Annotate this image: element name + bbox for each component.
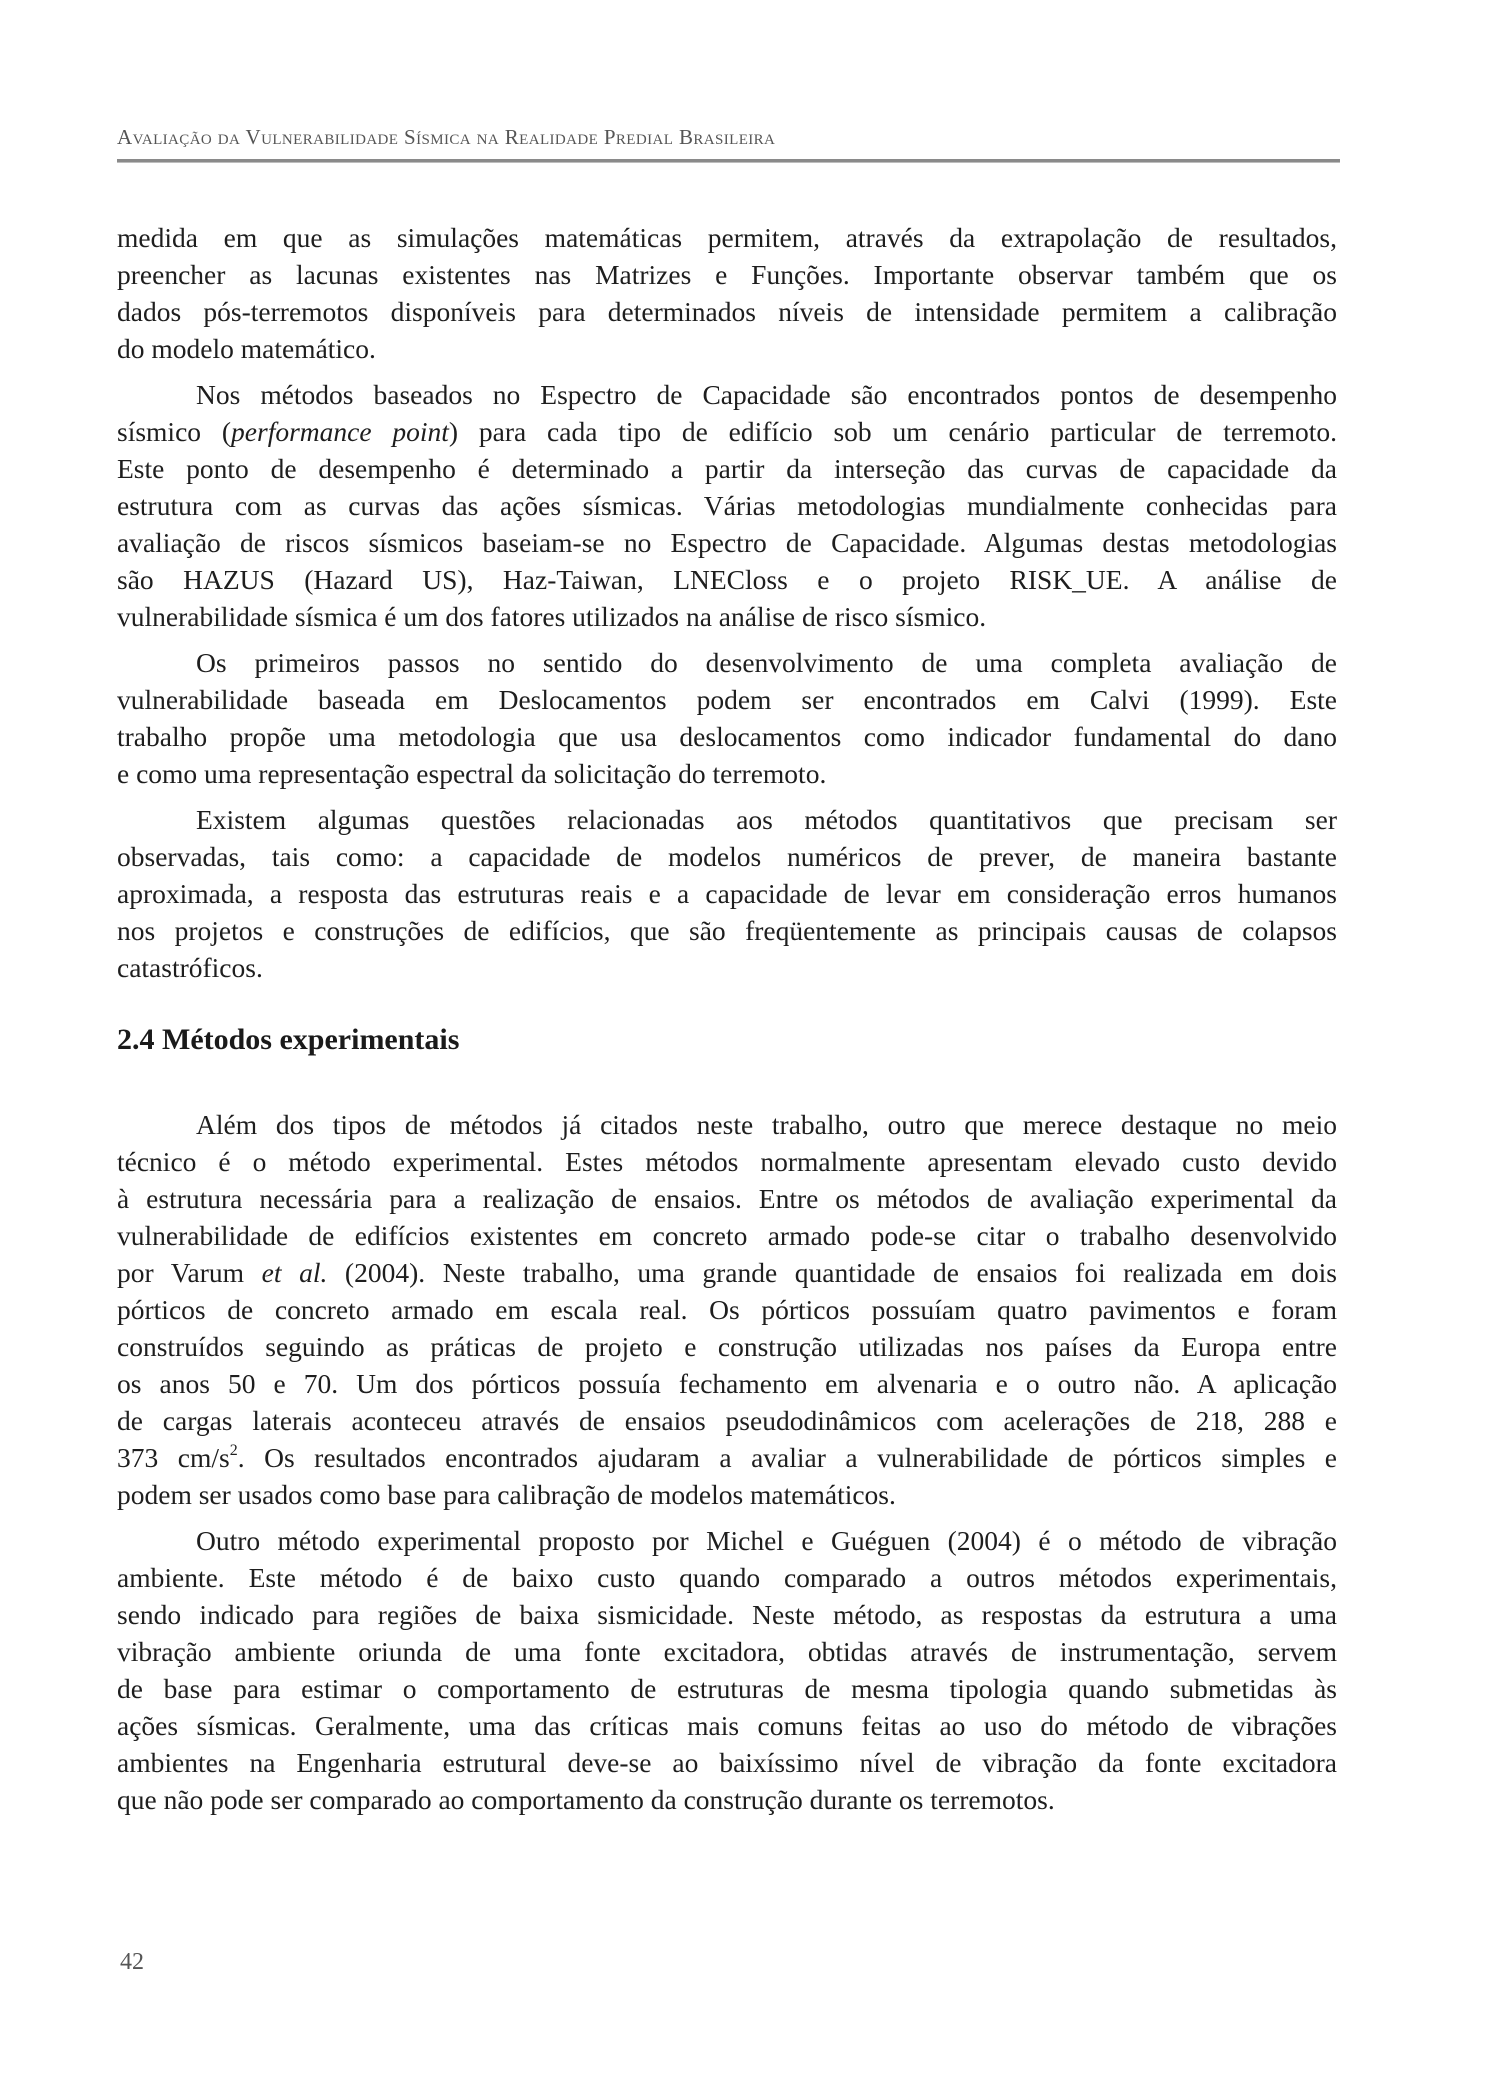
text-line: Existem algumas questões relacionadas aos métodos quantitativos que precisam ser [196,804,1337,835]
text-line: Este ponto de desempenho é determinado a partir da interseção das curvas de capacidade da [117,453,1337,484]
body-text-top [117,219,1337,995]
text-line: vibração ambiente oriunda de uma fonte excitadora, obtidas através de instrumentação, servem [117,1636,1337,1667]
page-number: 42 [120,1949,144,1975]
text-line: Além dos tipos de métodos já citados neste trabalho, outro que merece destaque no meio [196,1109,1337,1140]
text-line: ambiente. Este método é de baixo custo quando comparado a outros métodos experimentais, [117,1562,1337,1593]
text-line: ambientes na Engenharia estrutural deve-se ao baixíssimo nível de vibração da fonte excitadora [117,1747,1337,1778]
text-line: que não pode ser comparado ao comportamento da construção durante os terremotos. [117,1784,1055,1815]
text-run: 373 cm/s [117,1442,230,1473]
text-line: Outro método experimental proposto por Michel e Guéguen (2004) é o método de vibração [196,1525,1337,1556]
text-line: do modelo matemático. [117,333,376,364]
text-line: dados pós-terremotos disponíveis para determinados níveis de intensidade permitem a calibração [117,296,1337,327]
text-line: nos projetos e construções de edifícios, que são freqüentemente as principais causas de colapsos [117,915,1337,946]
italic-term: et al. [261,1257,328,1288]
text-run: por Varum [117,1257,262,1288]
paragraph-4 [117,801,1337,986]
text-line: avaliação de riscos sísmicos baseiam-se no Espectro de Capacidade. Algumas destas metodologias [117,527,1337,558]
text-line: catastróficos. [117,952,263,983]
text-line: e como uma representação espectral da solicitação do terremoto. [117,758,827,789]
page-header [117,124,1340,150]
text-line: Os primeiros passos no sentido do desenvolvimento de uma completa avaliação de [196,647,1337,678]
running-head: Avaliação da Vulnerabilidade Sísmica na Realidade Predial Brasileira [117,125,776,149]
text-line [117,1254,1337,1291]
text-line: podem ser usados como base para calibração de modelos matemáticos. [117,1479,896,1510]
text-line: pórticos de concreto armado em escala real. Os pórticos possuíam quatro pavimentos e foram [117,1294,1337,1325]
text-line: preencher as lacunas existentes nas Matrizes e Funções. Importante observar também que os [117,259,1337,290]
superscript: 2 [229,1442,238,1459]
text-line: aproximada, a resposta das estruturas reais e a capacidade de levar em consideração erros humanos [117,878,1337,909]
text-line: são HAZUS (Hazard US), Haz-Taiwan, LNECloss e o projeto RISK_UE. A análise de [117,564,1337,595]
paragraph-3 [117,644,1337,792]
text-line: vulnerabilidade baseada em Deslocamentos podem ser encontrados em Calvi (1999). Este [117,684,1337,715]
section-heading: 2.4 Métodos experimentais [117,1023,460,1056]
body-text-bottom [117,1106,1337,1827]
text-line: ações sísmicas. Geralmente, uma das críticas mais comuns feitas ao uso do método de vibrações [117,1710,1337,1741]
text-line: observadas, tais como: a capacidade de modelos numéricos de prever, de maneira bastante [117,841,1337,872]
text-run: ) para cada tipo de edifício sob um cenário particular de terremoto. [448,416,1337,447]
text-run: . Os resultados encontrados ajudaram a avaliar a vulnerabilidade de pórticos simples e [237,1442,1337,1473]
text-line: construídos seguindo as práticas de projeto e construção utilizadas nos países da Europa entre [117,1331,1337,1362]
text-line: técnico é o método experimental. Estes métodos normalmente apresentam elevado custo devido [117,1146,1337,1177]
text-line [117,413,1337,450]
text-line: estrutura com as curvas das ações sísmicas. Várias metodologias mundialmente conhecidas para [117,490,1337,521]
text-line: os anos 50 e 70. Um dos pórticos possuía fechamento em alvenaria e o outro não. A aplicação [117,1368,1337,1399]
text-line: trabalho propõe uma metodologia que usa deslocamentos como indicador fundamental do dano [117,721,1337,752]
text-line: de cargas laterais aconteceu através de ensaios pseudodinâmicos com acelerações de 218, 288 e [117,1405,1337,1436]
italic-term: performance point [231,416,449,447]
paragraph-2 [117,376,1337,635]
header-rule [117,159,1340,163]
text-line: vulnerabilidade sísmica é um dos fatores utilizados na análise de risco sísmico. [117,601,987,632]
paragraph-1 [117,219,1337,367]
text-line: Nos métodos baseados no Espectro de Capacidade são encontrados pontos de desempenho [196,379,1337,410]
text-run: sísmico ( [117,416,232,447]
text-run: (2004). Neste trabalho, uma grande quantidade de ensaios foi realizada em dois [327,1257,1337,1288]
text-line: vulnerabilidade de edifícios existentes em concreto armado pode-se citar o trabalho desenvolvido [117,1220,1337,1251]
text-line [117,1439,1337,1476]
text-line: de base para estimar o comportamento de estruturas de mesma tipologia quando submetidas às [117,1673,1337,1704]
text-line: à estrutura necessária para a realização de ensaios. Entre os métodos de avaliação experimental da [117,1183,1337,1214]
paragraph-6 [117,1522,1337,1818]
text-line: sendo indicado para regiões de baixa sismicidade. Neste método, as respostas da estrutura a uma [117,1599,1337,1630]
paragraph-5 [117,1106,1337,1513]
text-line: medida em que as simulações matemáticas permitem, através da extrapolação de resultados, [117,222,1337,253]
